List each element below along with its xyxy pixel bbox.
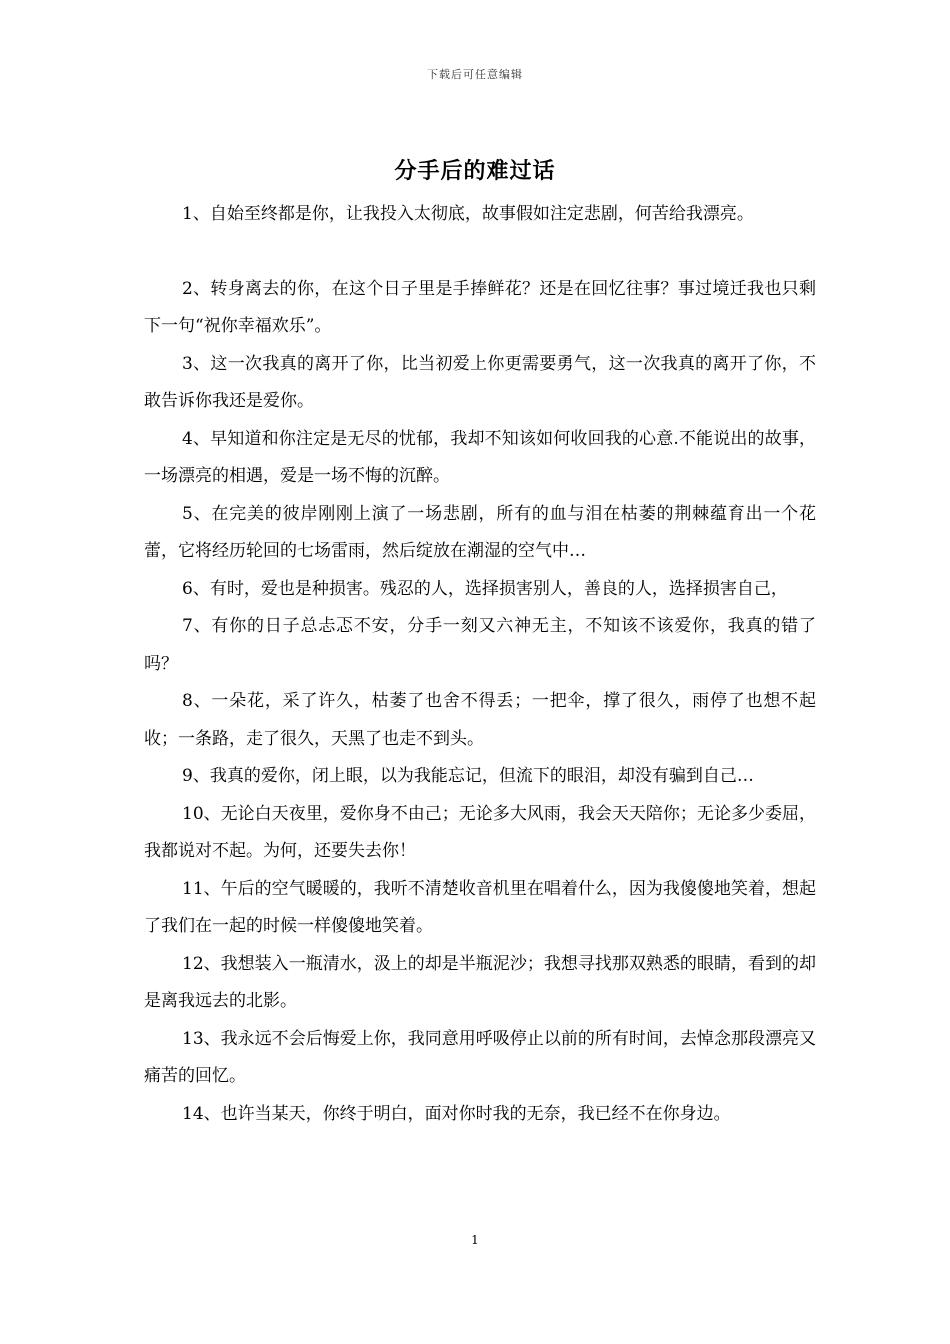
paragraph-10: 10、无论白天夜里，爱你身不由己；无论多大风雨，我会天天陪你；无论多少委屈，我都说对不起。为何，还要失去你！ xyxy=(144,803,816,861)
page-header-note: 下载后可任意编辑 xyxy=(427,68,523,81)
document-body xyxy=(144,196,816,1133)
paragraph-5: 5、在完美的彼岸刚刚上演了一场悲剧，所有的血与泪在枯萎的荆棘蕴育出一个花蕾，它将经历轮回的七场雷雨，然后绽放在潮湿的空气中… xyxy=(144,503,816,561)
paragraph-7: 7、有你的日子总忐忑不安，分手一刻又六神无主，不知该不该爱你，我真的错了吗？ xyxy=(144,616,816,674)
paragraph-13: 13、我永远不会后悔爱上你，我同意用呼吸停止以前的所有时间，去悼念那段漂亮又痛苦的回忆。 xyxy=(144,1028,816,1086)
paragraph-8: 8、一朵花，采了许久，枯萎了也舍不得丢；一把伞，撑了很久，雨停了也想不起收；一条路，走了很久，天黑了也走不到头。 xyxy=(144,691,816,749)
paragraph-1: 1、自始至终都是你，让我投入太彻底，故事假如注定悲剧，何苦给我漂亮。 xyxy=(182,204,754,224)
paragraph-12: 12、我想装入一瓶清水，汲上的却是半瓶泥沙；我想寻找那双熟悉的眼睛，看到的却是离我远去的北影。 xyxy=(144,953,816,1011)
document-title: 分手后的难过话 xyxy=(394,158,556,184)
paragraph-14: 14、也许当某天，你终于明白，面对你时我的无奈，我已经不在你身边。 xyxy=(182,1103,731,1124)
paragraph-11: 11、午后的空气暖暖的，我听不清楚收音机里在唱着什么，因为我傻傻地笑着，想起了我们在一起的时候一样傻傻地笑着。 xyxy=(144,878,816,936)
paragraph-2: 2、转身离去的你，在这个日子里是手捧鲜花？还是在回忆往事？事过境迁我也只剩下一句“祝你幸福欢乐”。 xyxy=(144,278,816,336)
paragraph-3: 3、这一次我真的离开了你，比当初爱上你更需要勇气，这一次我真的离开了你，不敢告诉你我还是爱你。 xyxy=(144,353,816,411)
paragraph-6: 6、有时，爱也是种损害。残忍的人，选择损害别人，善良的人，选择损害自己， xyxy=(182,578,788,599)
paragraph-4: 4、早知道和你注定是无尽的忧郁，我却不知该如何收回我的心意.不能说出的故事，一场漂亮的相遇，爱是一场不悔的沉醉。 xyxy=(144,428,816,486)
page-number: 1 xyxy=(471,1233,479,1247)
paragraph-9: 9、我真的爱你，闭上眼，以为我能忘记，但流下的眼泪，却没有骗到自己… xyxy=(182,766,754,786)
